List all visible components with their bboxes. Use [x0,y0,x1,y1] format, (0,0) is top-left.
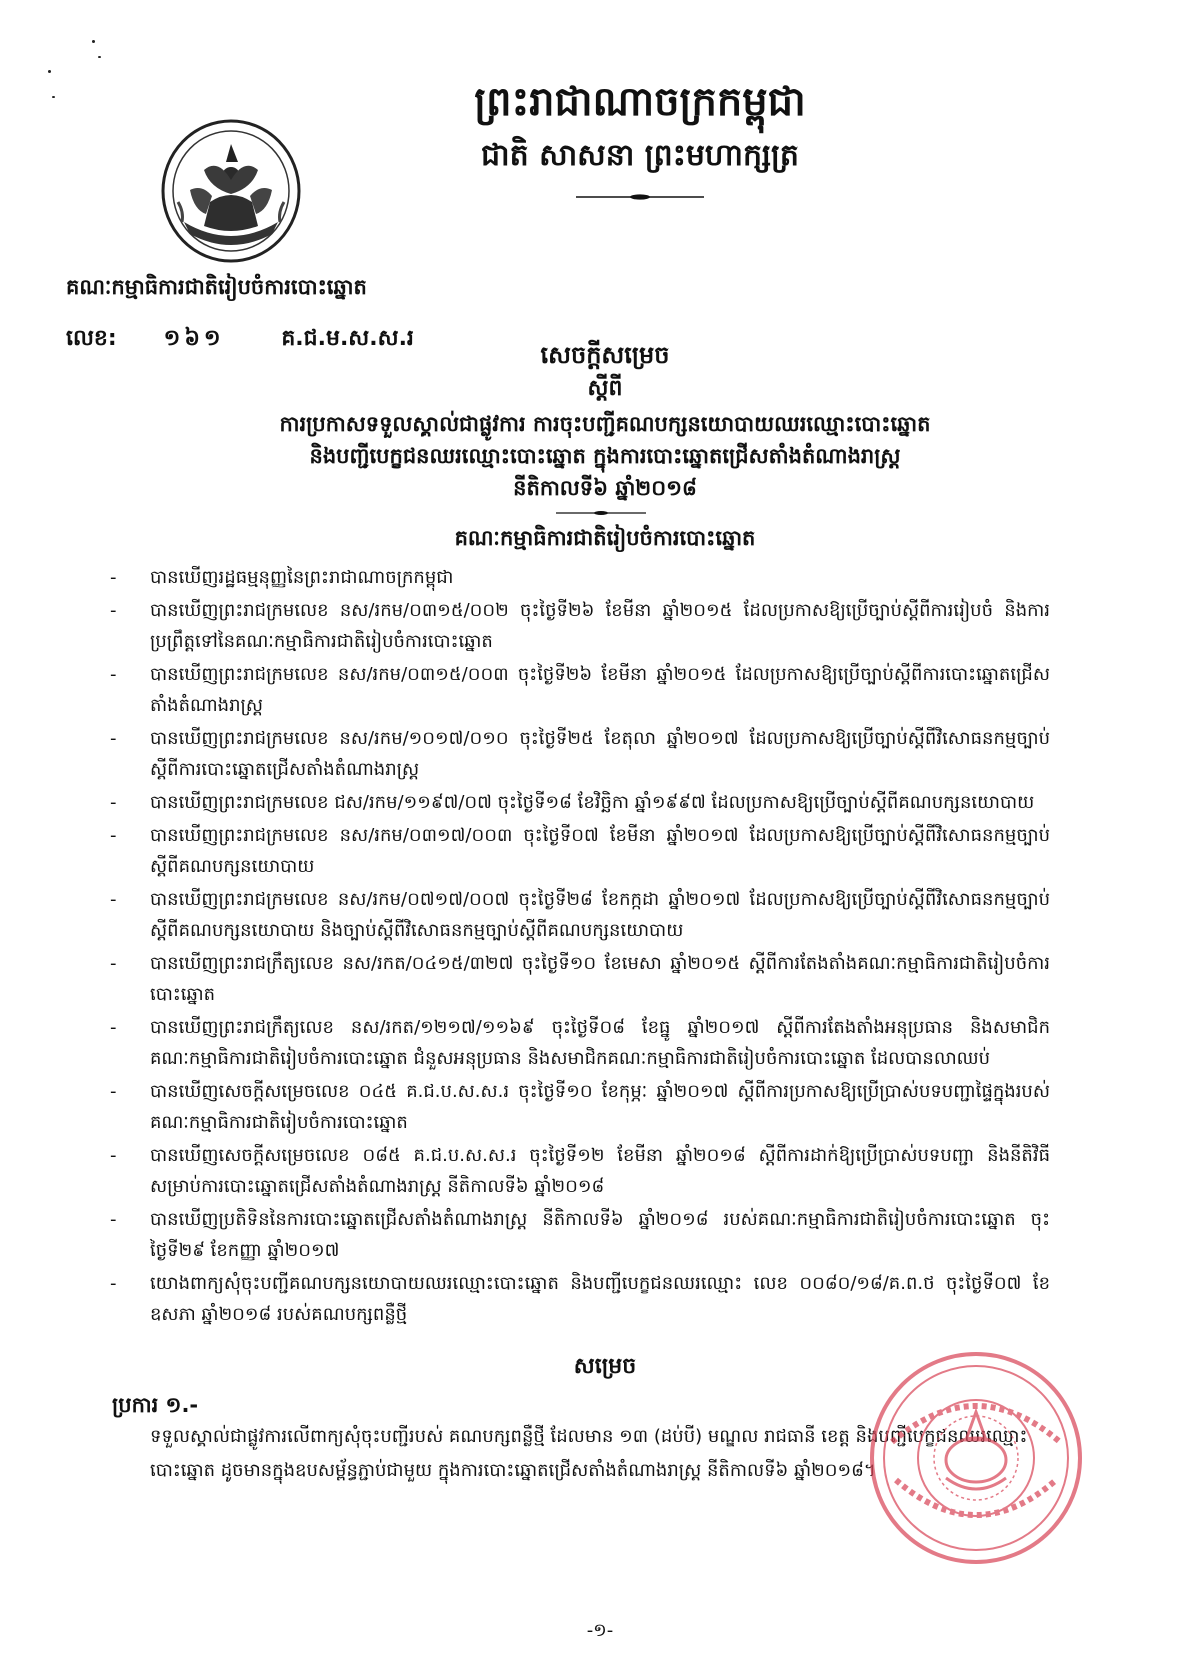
reference-number: ១៦១ [163,326,225,351]
authority-heading: គណៈកម្មាធិការជាតិរៀបចំការបោះឆ្នោត [454,526,756,550]
scan-speck [48,70,51,73]
subject-about: ស្តីពី [587,376,623,401]
reference-label: លេខ: [66,326,117,351]
article-label: ប្រការ ១.- [112,1393,199,1417]
decision-heading: សម្រេច [573,1354,637,1379]
subject-line-2: និងបញ្ជីបេក្ខជនឈរឈ្មោះបោះឆ្នោត ក្នុងការបោះឆ្នោតជ្រើសតាំងតំណាងរាស្ត្រ [309,444,901,468]
scan-speck [92,40,95,43]
consideration-item: - យោងពាក្យសុំចុះបញ្ជីគណបក្សនយោបាយឈរឈ្មោះបោះឆ្នោត និងបញ្ជីបេក្ខជនឈរឈ្មោះ លេខ ០០៨០/១៨/គ.ព.ថ ចុះថ្ងៃទី០៧ ខែឧសភា ឆ្នាំ២០១៨ របស់គណបក្សពន្លឺថ្មី [110,1273,1050,1325]
national-motto: ជាតិ សាសនា ព្រះមហាក្សត្រ [481,138,799,173]
consideration-item: - បានឃើញព្រះរាជក្រមលេខ នស/រកម/០៧១៧/០០៧ ចុះថ្ងៃទី២៨ ខែកក្កដា ឆ្នាំ២០១៧ ដែលប្រកាសឱ្យប្រើច្បាប់ស្តីពីវិសោធនកម្មច្បាប់ស្តីពីគណបក្សនយោបាយ និងច្បាប់ស្តីពីវិសោធនកម្មច្បាប់ស្តីពីគណបក្សនយោបាយ [110,889,1050,941]
reference-code: គ.ជ.ម.ស.ស.រ [281,326,414,351]
consideration-item: - បានឃើញព្រះរាជក្រឹត្យលេខ នស/រកត/១២១៧/១១៦៩ ចុះថ្ងៃទី០៨ ខែធ្នូ ឆ្នាំ២០១៧ ស្តីពីការតែងតាំងអនុប្រធាន និងសមាជិកគណៈកម្មាធិការជាតិរៀបចំការបោះឆ្នោត ជំនួសអនុប្រធាន និងសមាជិកគណៈកម្មាធិការជាតិរៀបចំការបោះឆ្នោត ដែលបានលាឈប់ [110,1017,1050,1069]
page-number: -១- [586,1620,614,1641]
nec-emblem-seal [160,118,302,264]
divider-ornament [576,193,704,201]
consideration-item: - បានឃើញព្រះរាជក្រមលេខ ជស/រកម/១១៩៧/០៧ ចុះថ្ងៃទី១៨ ខែវិច្ឆិកា ឆ្នាំ១៩៩៧ ដែលប្រកាសឱ្យប្រើច្បាប់ស្តីពីគណបក្សនយោបាយ [110,792,1035,813]
subject-line-3: នីតិកាលទី៦ ឆ្នាំ២០១៨ [513,476,697,500]
divider-ornament [556,510,646,516]
scan-speck [98,56,101,58]
consideration-item: - បានឃើញព្រះរាជក្រមលេខ នស/រកម/១០១៧/០១០ ចុះថ្ងៃទី២៥ ខែតុលា ឆ្នាំ២០១៧ ដែលប្រកាសឱ្យប្រើច្បាប់ស្តីពីវិសោធនកម្មច្បាប់ស្តីពីការបោះឆ្នោតជ្រើសតាំងតំណាងរាស្ត្រ [110,728,1050,780]
subject-line-1: ការប្រកាសទទួលស្គាល់ជាផ្លូវការ ការចុះបញ្ជីគណបក្សនយោបាយឈរឈ្មោះបោះឆ្នោត [279,412,931,436]
consideration-item: - បានឃើញសេចក្តីសម្រេចលេខ ០៨៥ គ.ជ.ប.ស.ស.រ ចុះថ្ងៃទី១២ ខែមីនា ឆ្នាំ២០១៨ ស្តីពីការដាក់ឱ្យប្រើប្រាស់បទបញ្ជា និងនីតិវិធីសម្រាប់ការបោះឆ្នោតជ្រើសតាំងតំណាងរាស្ត្រ នីតិកាលទី៦ ឆ្នាំ២០១៨ [110,1145,1050,1197]
consideration-item: - បានឃើញព្រះរាជក្រឹត្យលេខ នស/រកត/០៤១៥/៣២៧ ចុះថ្ងៃទី១០ ខែមេសា ឆ្នាំ២០១៥ ស្តីពីការតែងតាំងគណៈកម្មាធិការជាតិរៀបចំការបោះឆ្នោត [110,953,1050,1005]
issuing-authority: គណៈកម្មាធិការជាតិរៀបចំការបោះឆ្នោត [66,275,367,299]
document-type: សេចក្តីសម្រេច [540,341,670,369]
consideration-item: - បានឃើញសេចក្តីសម្រេចលេខ ០៤៥ គ.ជ.ប.ស.ស.រ ចុះថ្ងៃទី១០ ខែកុម្ភៈ ឆ្នាំ២០១៧ ស្តីពីការប្រកាសឱ្យប្រើប្រាស់បទបញ្ជាផ្ទៃក្នុងរបស់គណៈកម្មាធិការជាតិរៀបចំការបោះឆ្នោត [110,1081,1050,1133]
consideration-item: - បានឃើញព្រះរាជក្រមលេខ នស/រកម/០៣១៥/០០៣ ចុះថ្ងៃទី២៦ ខែមីនា ឆ្នាំ២០១៥ ដែលប្រកាសឱ្យប្រើច្បាប់ស្តីពីការបោះឆ្នោតជ្រើសតាំងតំណាងរាស្ត្រ [110,664,1050,716]
official-red-stamp [862,1350,1090,1566]
considerations-list [110,562,1050,1332]
consideration-item: - បានឃើញព្រះរាជក្រមលេខ នស/រកម/០៣១៧/០០៣ ចុះថ្ងៃទី០៧ ខែមីនា ឆ្នាំ២០១៧ ដែលប្រកាសឱ្យប្រើច្បាប់ស្តីពីវិសោធនកម្មច្បាប់ស្តីពីគណបក្សនយោបាយ [110,825,1050,877]
article-text: ទទួលស្គាល់ជាផ្លូវការលើពាក្យសុំចុះបញ្ជីរបស់ គណបក្សពន្លឺថ្មី ដែលមាន ១៣ (ដប់បី) មណ្ឌល រាជធានី ខេត្ត និងបញ្ជីបេក្ខជនឈរឈ្មោះបោះឆ្នោត ដូចមានក្នុងឧបសម្ព័ន្ធភ្ជាប់ជាមួយ ក្នុងការបោះឆ្នោតជ្រើសតាំងតំណាងរាស្ត្រ នីតិកាលទី៦ ឆ្នាំ២០១៨។ [150,1426,1028,1481]
consideration-item: - បានឃើញព្រះរាជក្រមលេខ នស/រកម/០៣១៥/០០២ ចុះថ្ងៃទី២៦ ខែមីនា ឆ្នាំ២០១៥ ដែលប្រកាសឱ្យប្រើច្បាប់ស្តីពីការរៀបចំ និងការប្រព្រឹត្តទៅនៃគណៈកម្មាធិការជាតិរៀបចំការបោះឆ្នោត [110,600,1050,652]
consideration-item: - បានឃើញរដ្ឋធម្មនុញ្ញនៃព្រះរាជាណាចក្រកម្ពុជា [110,567,454,588]
scan-speck [52,96,55,98]
consideration-item: - បានឃើញប្រតិទិននៃការបោះឆ្នោតជ្រើសតាំងតំណាងរាស្ត្រ នីតិកាលទី៦ ឆ្នាំ២០១៨ របស់គណៈកម្មាធិការជាតិរៀបចំការបោះឆ្នោត ចុះថ្ងៃទី២៩ ខែកញ្ញា ឆ្នាំ២០១៧ [110,1209,1050,1261]
kingdom-title: ព្រះរាជាណាចក្រកម្ពុជា [474,78,806,125]
